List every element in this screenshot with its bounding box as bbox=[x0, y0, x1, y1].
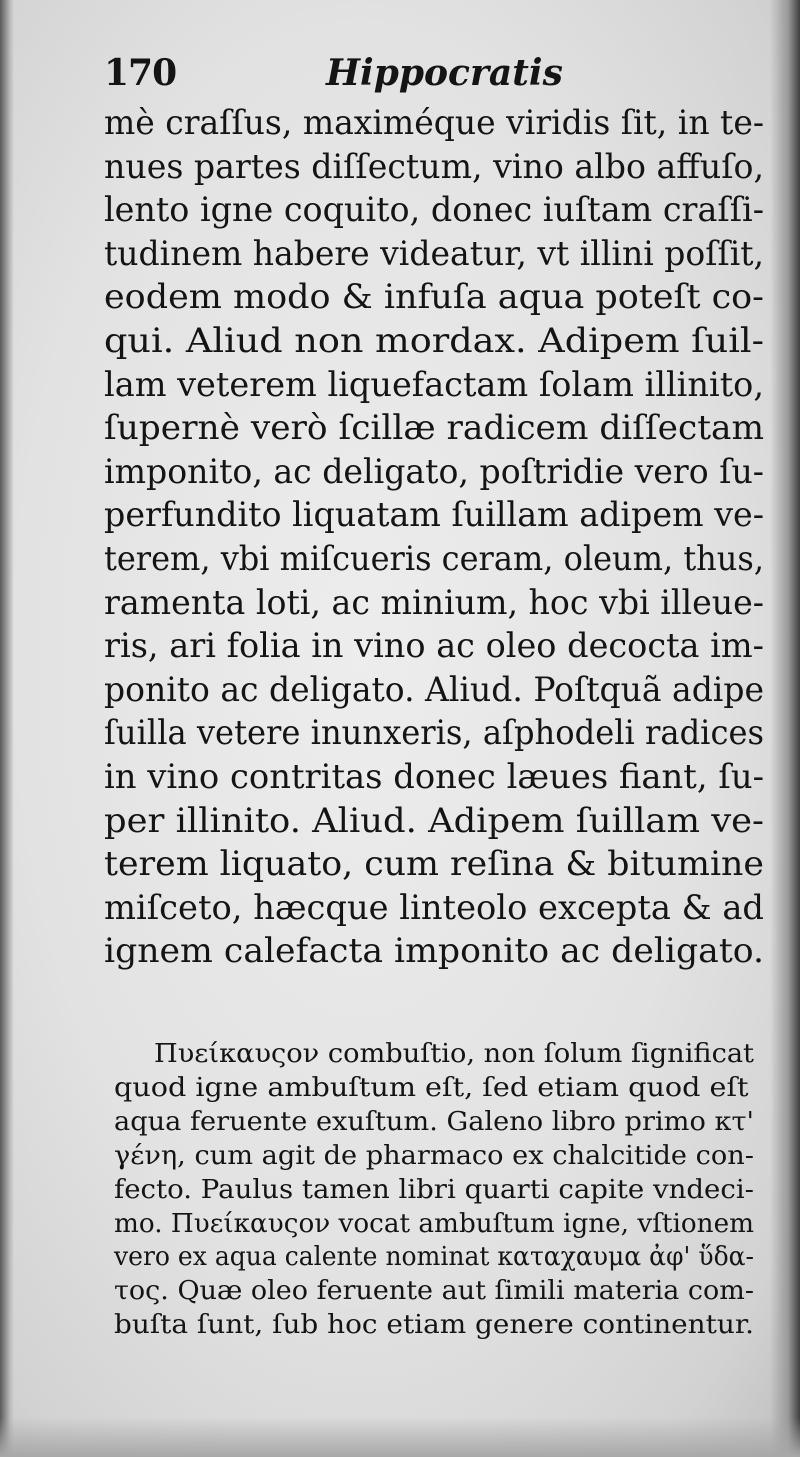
text-line: miſceto, hæcque linteolo excepta & ad bbox=[104, 887, 764, 928]
page-left-shadow bbox=[0, 0, 14, 1457]
text-line: qui. Aliud non mordax. Adipem ſuil- bbox=[104, 320, 764, 361]
note-line: fecto. Paulus tamen libri quarti capite vndeci- bbox=[114, 1173, 754, 1205]
page-header bbox=[104, 52, 764, 102]
text-line: terem liquato, cum reſina & bitumine bbox=[104, 844, 764, 885]
text-line: ponito ac deligato. Aliud. Poſtquã adipe bbox=[104, 669, 764, 710]
note-line: τος. Quæ oleo feruente aut ſimili materia com- bbox=[114, 1275, 755, 1307]
text-line: nues partes diſſectum, vino albo affuſo, bbox=[104, 146, 764, 187]
text-line: ramenta loti, ac minium, hoc vbi illeue- bbox=[104, 582, 764, 623]
text-line: per illinito. Aliud. Adipem ſuillam ve- bbox=[104, 800, 764, 841]
text-line: in vino contritas donec læues fiant, ſu- bbox=[104, 756, 764, 797]
text-line: ignem calefacta imponito ac deligato. bbox=[104, 931, 764, 972]
note-line: Πυείκαυςον combuſtio, non ſolum ſignificat bbox=[154, 1038, 754, 1069]
running-head: Hippocratis bbox=[326, 52, 563, 94]
note-line: quod igne ambuſtum eſt, ſed etiam quod eſt bbox=[114, 1071, 749, 1103]
note-line: vero ex aqua calente nominat καταχαυμα ἀφ' ὕδα- bbox=[114, 1241, 754, 1273]
page-bottom-shadow bbox=[0, 1417, 800, 1457]
page-number: 170 bbox=[104, 52, 177, 94]
text-line: mè craſſus, maximéque viridis ſit, in te- bbox=[104, 103, 764, 143]
text-line: lam veterem liquefactam ſolam illinito, bbox=[104, 364, 764, 405]
text-line: ſupernè verò ſcillæ radicem diſſectam bbox=[104, 408, 764, 449]
text-line: ſuilla vetere inunxeris, aſphodeli radices bbox=[104, 713, 764, 754]
note-line: aqua feruente exuſtum. Galeno libro primo κτ' bbox=[114, 1105, 754, 1137]
text-line: eodem modo & infuſa aqua poteſt co- bbox=[104, 277, 764, 318]
text-line: imponito, ac deligato, poſtridie vero ſu- bbox=[104, 451, 764, 492]
text-line: ris, ari folia in vino ac oleo decocta im- bbox=[104, 626, 764, 667]
text-line: terem, vbi miſcueris ceram, oleum, thus, bbox=[104, 538, 764, 579]
note-line: γένη, cum agit de pharmaco ex chalcitide con- bbox=[114, 1139, 754, 1171]
note-line: buſta ſunt, ſub hoc etiam genere continentur. bbox=[114, 1309, 754, 1341]
text-line: lento igne coquito, donec iuſtam craſſi- bbox=[104, 190, 764, 231]
note-line: mo. Πυείκαυςον vocat ambuſtum igne, vſtionem bbox=[114, 1207, 754, 1239]
annotation-block bbox=[114, 1037, 774, 1342]
main-text-block bbox=[104, 102, 784, 974]
text-line: tudinem habere videatur, vt illini poſſit, bbox=[104, 233, 764, 274]
text-line: perfundito liquatam ſuillam adipem ve- bbox=[104, 495, 764, 536]
